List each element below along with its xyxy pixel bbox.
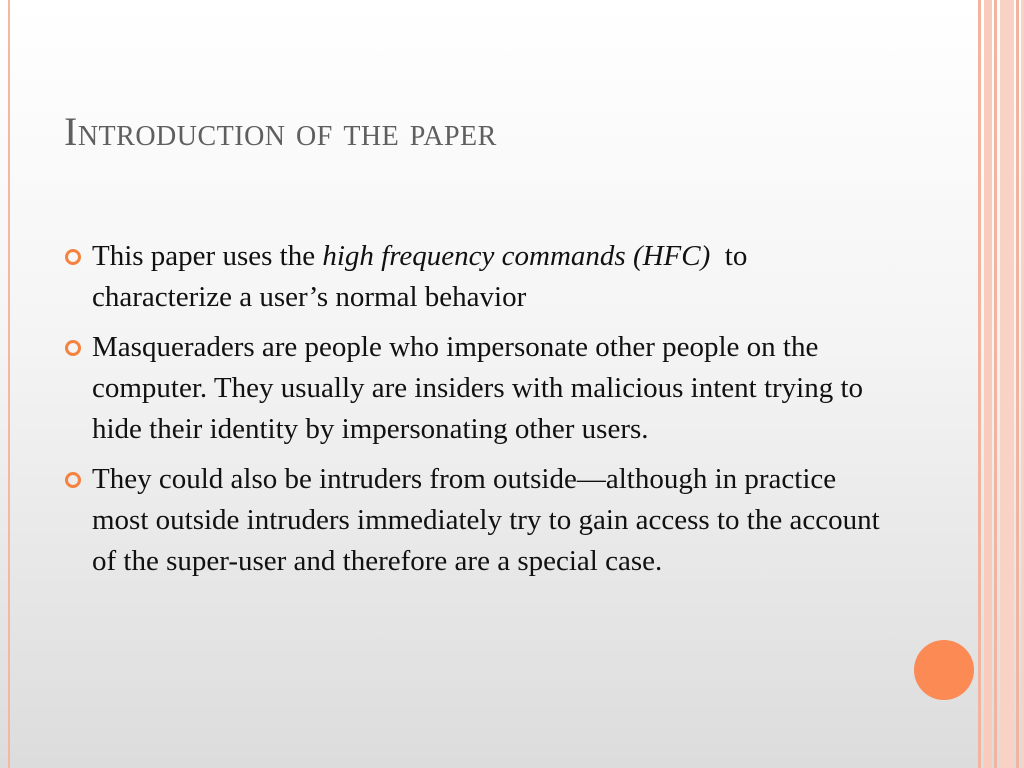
decorative-circle bbox=[914, 640, 974, 700]
bullet-emphasis: high frequency commands (HFC) bbox=[322, 240, 711, 272]
bullet-item bbox=[62, 236, 882, 318]
decorative-stripe bbox=[984, 0, 992, 768]
bullet-ring-icon bbox=[65, 249, 81, 265]
bullet-ring-icon bbox=[65, 472, 81, 488]
left-accent-line bbox=[8, 0, 10, 768]
bullet-text-pre: This paper uses the bbox=[92, 240, 323, 272]
bullet-text: They could also be intruders from outside—although in practice most outside intruders immediately try to gain access to the account of the super-user and therefore are a special case. bbox=[92, 463, 880, 577]
decorative-stripe bbox=[978, 0, 981, 768]
bullet-list bbox=[62, 236, 882, 591]
bullet-text: Masqueraders are people who impersonate other people on the computer. They usually are insiders with malicious intent trying to hide their identity by impersonating other users. bbox=[92, 331, 864, 445]
bullet-text-post: to characterize a user’s normal behavior bbox=[92, 240, 755, 313]
decorative-stripe bbox=[1016, 0, 1019, 768]
slide-title: Introduction of the paper bbox=[64, 109, 497, 154]
decorative-stripe bbox=[994, 0, 997, 768]
decorative-stripe bbox=[1000, 0, 1014, 768]
bullet-item bbox=[62, 459, 882, 582]
bullet-item bbox=[62, 327, 882, 450]
bullet-ring-icon bbox=[65, 340, 81, 356]
